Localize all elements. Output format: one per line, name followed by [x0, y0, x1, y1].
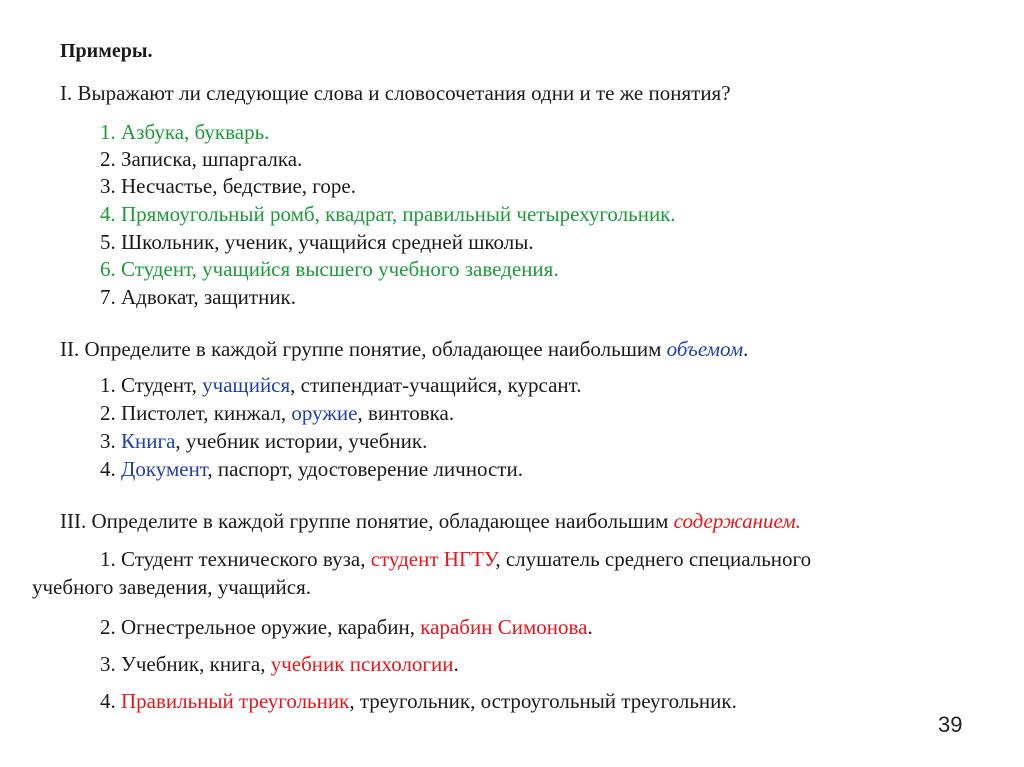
item-text: 4.	[100, 457, 121, 481]
slide-title: Примеры.	[60, 40, 153, 62]
section3-item-3	[100, 651, 459, 677]
item-highlight: Книга	[121, 429, 176, 453]
item-text: , стипендиат-учащийся, курсант.	[290, 373, 582, 397]
section1-item-6: 6. Студент, учащийся высшего учебного заведения.	[100, 257, 559, 281]
item-text: , учебник истории, учебник.	[175, 429, 428, 453]
item-text: 3. Учебник, книга,	[100, 652, 271, 676]
item-text: , слушатель среднего специального	[495, 547, 812, 571]
section2-heading-text: II. Определите в каждой группе понятие, обладающее наибольшим	[60, 337, 667, 361]
section2-heading-emphasis: объемом	[666, 337, 744, 361]
item-text: , треугольник, остроугольный треугольник.	[349, 689, 737, 713]
item-text: 2. Пистолет, кинжал,	[100, 401, 292, 425]
section2-heading-end: .	[743, 337, 749, 361]
section1-item-5: 5. Школьник, ученик, учащийся средней школы.	[100, 230, 534, 254]
item-text: 3.	[100, 429, 121, 453]
section3-heading	[60, 508, 801, 534]
item-text: 4.	[100, 689, 121, 713]
section1-item-1: 1. Азбука, букварь.	[100, 120, 270, 144]
section2-item-4	[100, 456, 523, 482]
item-text: 2. Огнестрельное оружие, карабин,	[100, 615, 421, 639]
item-text: .	[453, 652, 459, 676]
section1-item-4: 4. Прямоугольный ромб, квадрат, правильный четырехугольник.	[100, 202, 676, 226]
item-text: , винтовка.	[357, 401, 455, 425]
item-text: .	[587, 615, 593, 639]
item-highlight: студент НГТУ	[370, 547, 496, 571]
item-text: , паспорт, удостоверение личности.	[207, 457, 523, 481]
item-text: 1. Студент технического вуза,	[100, 547, 371, 571]
section2-heading	[60, 336, 748, 362]
section3-heading-text: III. Определите в каждой группе понятие, обладающее наибольшим	[60, 509, 674, 533]
section2-item-2	[100, 400, 454, 426]
item-highlight: учащийся	[202, 373, 291, 397]
item-highlight: оружие	[291, 401, 358, 425]
section3-item-1	[100, 546, 811, 572]
section2-item-3	[100, 428, 427, 454]
item-highlight: карабин Симонова	[420, 615, 588, 639]
item-highlight: Правильный треугольник	[121, 689, 350, 713]
page-number: 39	[938, 712, 963, 737]
item-text: 1. Студент,	[100, 373, 203, 397]
section3-heading-emphasis: содержанием.	[673, 509, 801, 533]
section3-item-4	[100, 688, 737, 714]
section3-item-2	[100, 614, 593, 640]
item-highlight: учебник психологии	[270, 652, 454, 676]
section1-item-7: 7. Адвокат, защитник.	[100, 285, 297, 309]
section1-item-3: 3. Несчастье, бедствие, горе.	[100, 174, 356, 198]
section2-item-1	[100, 372, 581, 398]
item-highlight: Документ	[121, 457, 208, 481]
section1-item-2: 2. Записка, шпаргалка.	[100, 147, 303, 171]
section3-item-1-continued: учебного заведения, учащийся.	[32, 575, 311, 599]
section1-heading: I. Выражают ли следующие слова и словосочетания одни и те же понятия?	[60, 81, 731, 105]
